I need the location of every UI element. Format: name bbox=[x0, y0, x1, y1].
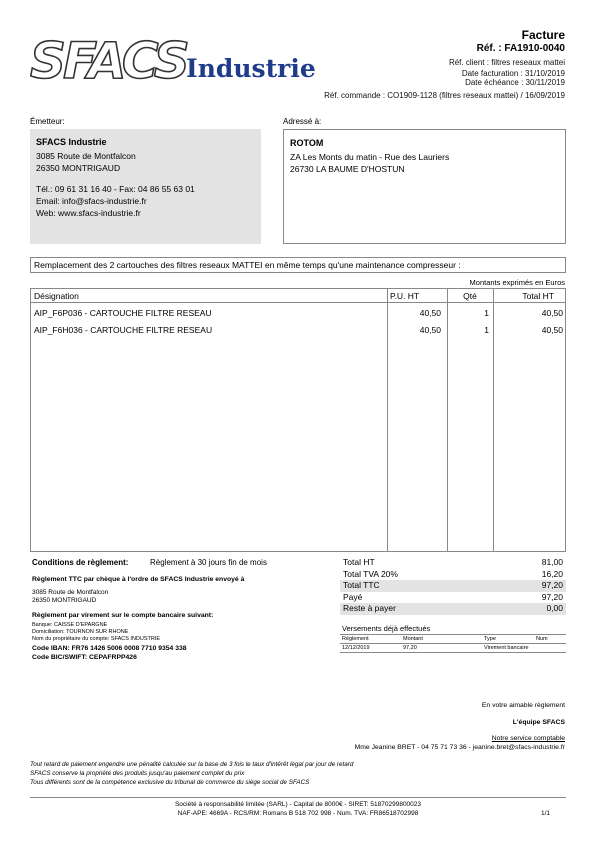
page-number: 1/1 bbox=[540, 810, 550, 817]
payment-terms-value: Règlement à 30 jours fin de mois bbox=[150, 558, 267, 567]
row-1-quantity: 1 bbox=[484, 308, 489, 318]
logo-wordmark: SFACS bbox=[30, 32, 187, 90]
invoice-lines-table bbox=[30, 288, 566, 552]
row-2-quantity: 1 bbox=[484, 325, 489, 335]
row-1-unit-price: 40,50 bbox=[419, 308, 441, 318]
issuer-phone: Tél.: 09 61 31 16 40 - Fax: 04 86 55 63 01 bbox=[36, 184, 195, 194]
issuer-name: SFACS Industrie bbox=[36, 137, 107, 147]
closing-line: En votre aimable règlement bbox=[481, 702, 565, 709]
recipient-address-line2: 26730 LA BAUME D'HOSTUN bbox=[290, 164, 405, 174]
payments-divider bbox=[340, 652, 566, 653]
issuer-label: Émetteur: bbox=[30, 117, 65, 126]
payments-header-date: Règlement bbox=[342, 636, 369, 642]
document-title: Facture bbox=[521, 28, 565, 42]
logo-suffix: Industrie bbox=[186, 54, 316, 83]
legal-line2: NAF-APE: 4669A - RCS/RM: Romans B 518 702 998 - Num. TVA: FR86518702998 bbox=[177, 810, 419, 817]
total-ttc-row bbox=[340, 580, 566, 592]
issuer-address-line1: 3085 Route de Montfalcon bbox=[36, 151, 136, 161]
total-tva-row bbox=[340, 569, 566, 581]
invoice-subject: Remplacement des 2 cartouches des filtres reseaux MATTEI en même temps qu'une maintenance compresseur : bbox=[30, 257, 566, 273]
footer-divider bbox=[30, 797, 566, 798]
column-header-unit-price: P.U. HT bbox=[387, 289, 447, 303]
row-2-designation: AIP_F6H036 - CARTOUCHE FILTRE RESEAU bbox=[34, 325, 213, 335]
transfer-instructions: Règlement par virement sur le compte bancaire suivant: bbox=[32, 612, 214, 619]
total-ttc-label: Total TTC bbox=[343, 580, 380, 590]
payments-header-amount: Montant bbox=[403, 636, 423, 642]
issuer-website: Web: www.sfacs-industrie.fr bbox=[36, 208, 141, 218]
payment-date: 12/12/2019 bbox=[342, 645, 370, 651]
column-header-total: Total HT bbox=[493, 289, 566, 303]
account-owner: Nom du propriétaire du compte: SFACS INDUSTRIE bbox=[32, 636, 161, 642]
payments-header-type: Type bbox=[484, 636, 496, 642]
order-reference: Réf. commande : CO1909-1128 (filtres reseaux mattei) / 16/09/2019 bbox=[324, 91, 565, 100]
due-date: Date échéance : 30/11/2019 bbox=[465, 78, 565, 87]
cheque-address-line2: 26350 MONTRIGAUD bbox=[32, 597, 97, 604]
company-logo bbox=[30, 32, 315, 90]
total-tva-value: 16,20 bbox=[541, 568, 563, 579]
accounting-contact: Mme Jeanine BRET - 04 75 71 73 36 - jeanine.bret@sfacs-industrie.fr bbox=[354, 744, 565, 751]
row-2-total: 40,50 bbox=[541, 325, 563, 335]
column-header-designation: Désignation bbox=[31, 289, 387, 303]
payment-type: Virement bancaire bbox=[484, 645, 529, 651]
closing-signature: L'équipe SFACS bbox=[512, 719, 565, 726]
payments-divider bbox=[340, 634, 566, 635]
total-ht-row bbox=[340, 557, 566, 569]
total-ht-label: Total HT bbox=[343, 557, 375, 567]
issuer-email: Email: info@sfacs-industrie.fr bbox=[36, 196, 147, 206]
payment-amount: 97,20 bbox=[403, 645, 417, 651]
issuer-box bbox=[30, 129, 261, 244]
row-2-unit-price: 40,50 bbox=[419, 325, 441, 335]
late-payment-note: Tout retard de paiement engendre une pénalité calculée sur la base de 3 fois le taux d'intérêt légal par jour de retard bbox=[30, 761, 354, 768]
currency-note: Montants exprimés en Euros bbox=[469, 278, 565, 287]
balance-due-value: 0,00 bbox=[546, 603, 563, 613]
paid-row bbox=[340, 592, 566, 604]
balance-due-label: Reste à payer bbox=[343, 603, 396, 613]
payments-made-title: Versements déjà effectués bbox=[342, 624, 431, 633]
payments-divider bbox=[340, 643, 566, 644]
payments-header-number: Num bbox=[536, 636, 548, 642]
totals-block bbox=[340, 557, 566, 615]
client-reference: Réf. client : filtres reseaux mattei bbox=[448, 58, 565, 67]
bank-name: Banque: CAISSE D'EPARGNE bbox=[32, 622, 108, 628]
row-1-designation: AIP_F6P036 - CARTOUCHE FILTRE RESEAU bbox=[34, 308, 212, 318]
recipient-name: ROTOM bbox=[290, 138, 324, 148]
balance-due-row bbox=[340, 603, 566, 615]
accounting-service: Notre service comptable bbox=[491, 735, 565, 742]
recipient-label: Adressé à: bbox=[283, 117, 322, 126]
paid-value: 97,20 bbox=[541, 591, 563, 602]
invoice-date: Date facturation : 31/10/2019 bbox=[461, 69, 565, 78]
cheque-address-line1: 3085 Route de Montfalcon bbox=[32, 589, 109, 596]
total-tva-label: Total TVA 20% bbox=[343, 568, 398, 579]
cheque-instructions: Règlement TTC par chèque à l'ordre de SFACS Industrie envoyé à bbox=[32, 576, 245, 583]
payment-terms-label: Conditions de règlement: bbox=[32, 558, 129, 567]
iban: Code IBAN: FR76 1426 5006 0008 7710 9354 338 bbox=[32, 645, 187, 652]
bank-domiciliation: Domiciliation: TOURNON SUR RHONE bbox=[32, 629, 129, 635]
jurisdiction-note: Tous différents sont de la compétence exclusive du tribunal de commerce du siège social de SFACS bbox=[30, 779, 310, 786]
issuer-address-line2: 26350 MONTRIGAUD bbox=[36, 163, 121, 173]
invoice-reference: Réf. : FA1910-0040 bbox=[476, 43, 565, 54]
column-header-quantity: Qté bbox=[447, 289, 493, 303]
total-ttc-value: 97,20 bbox=[541, 580, 563, 590]
legal-line1: Société à responsabilité limitée (SARL) - Capital de 8000€ - SIRET: 51870299800023 bbox=[174, 801, 422, 808]
ownership-note: SFACS conserve la propriété des produits jusqu'au paiement complet du prix bbox=[30, 770, 245, 777]
total-ht-value: 81,00 bbox=[541, 557, 563, 567]
bic-swift: Code BIC/SWIFT: CEPAFRPP426 bbox=[32, 654, 137, 661]
paid-label: Payé bbox=[343, 591, 363, 602]
recipient-address-line1: ZA Les Monts du matin - Rue des Lauriers bbox=[290, 152, 450, 162]
row-1-total: 40,50 bbox=[541, 308, 563, 318]
recipient-box bbox=[283, 129, 566, 244]
